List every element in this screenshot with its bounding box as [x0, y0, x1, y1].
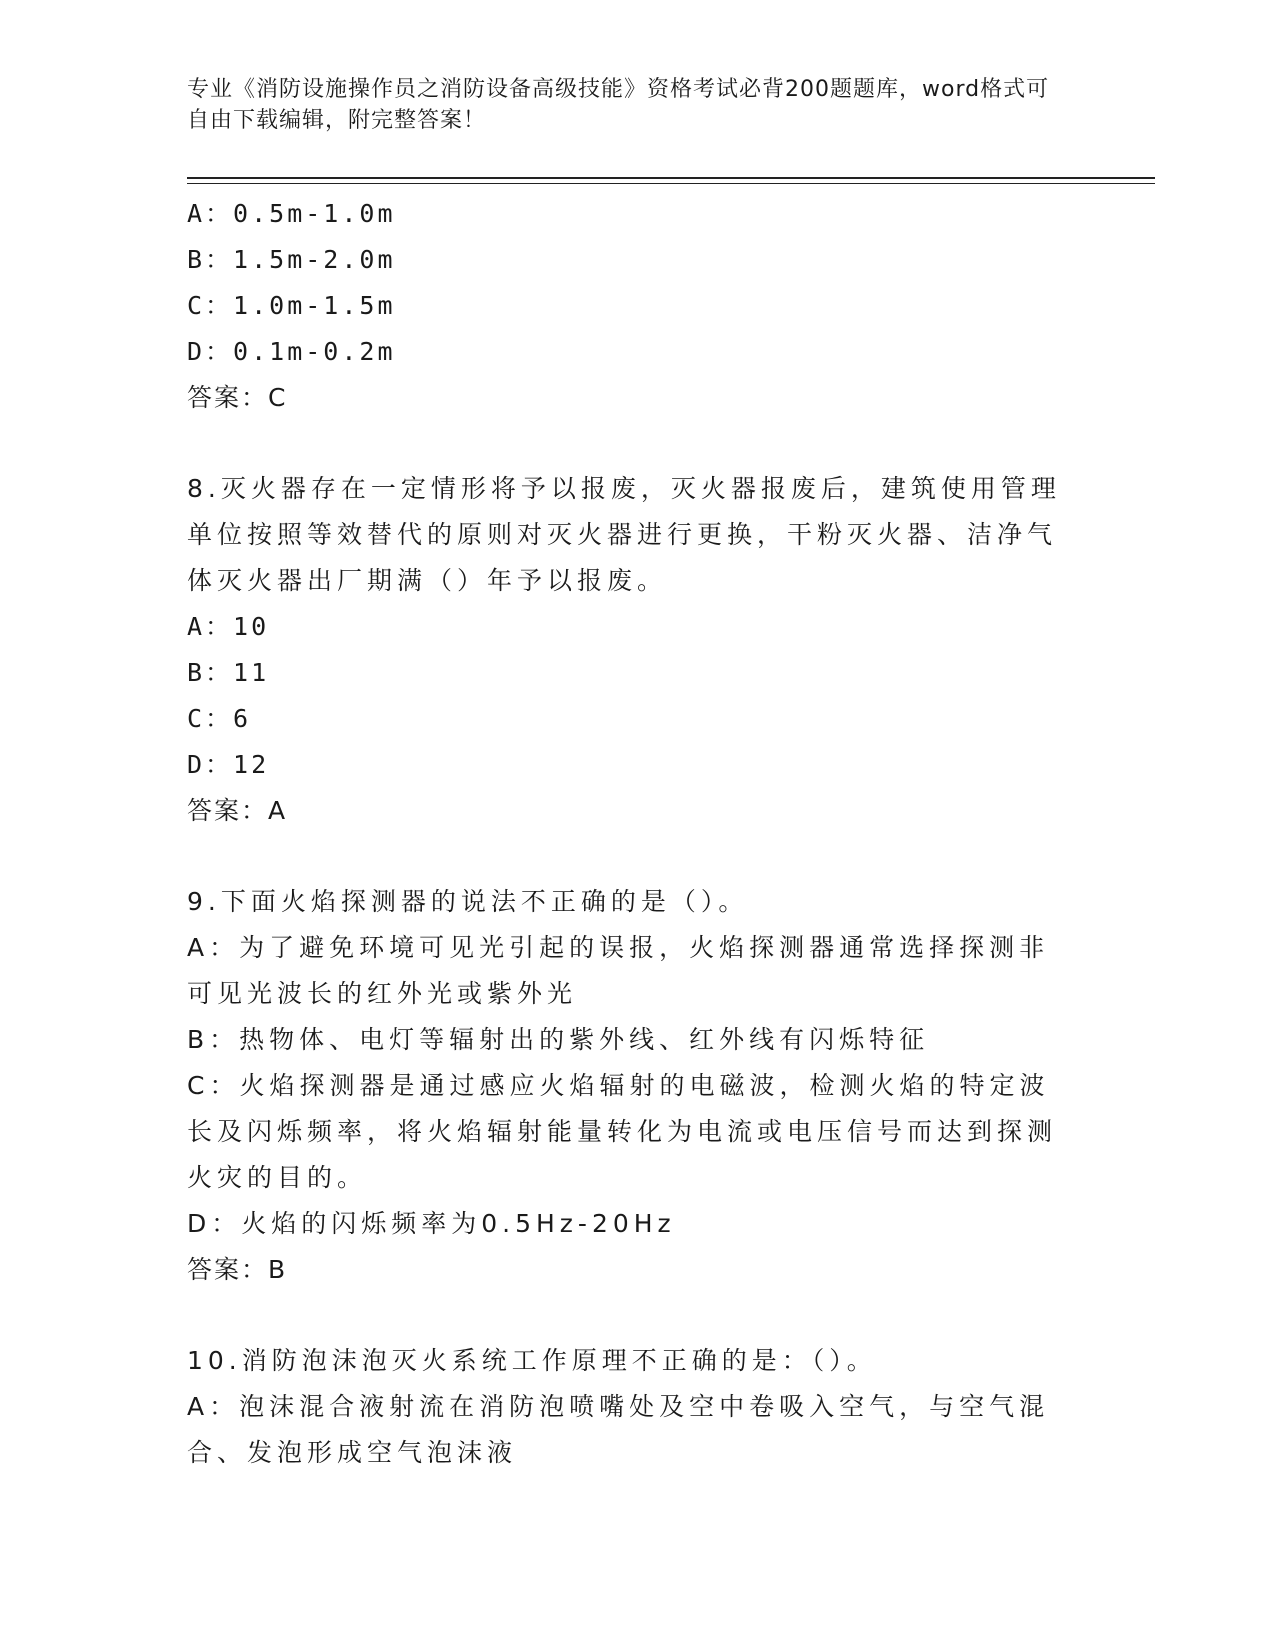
- question-9-text: 9.下面火焰探测器的说法不正确的是（）。: [187, 887, 749, 916]
- option-a: A：10: [187, 612, 270, 641]
- option-a: A：泡沫混合液射流在消防泡喷嘴处及空中卷吸入空气，与空气混合、发泡形成空气泡沫液: [187, 1392, 1050, 1467]
- question-9: [187, 879, 1087, 1293]
- option-c: C：1.0m-1.5m: [187, 291, 396, 320]
- spacer: [187, 834, 1087, 879]
- question-10: [187, 1338, 1087, 1476]
- option-d: D：0.1m-0.2m: [187, 337, 396, 366]
- question-content: [187, 191, 1087, 1476]
- header-divider-thick: [187, 177, 1155, 179]
- question-8: [187, 466, 1087, 834]
- option-b: B：1.5m-2.0m: [187, 245, 396, 274]
- question-10-text: 10.消防泡沫泡灭火系统工作原理不正确的是：（）。: [187, 1346, 877, 1375]
- option-d: D：火焰的闪烁频率为0.5Hz-20Hz: [187, 1209, 676, 1238]
- option-d: D：12: [187, 750, 270, 779]
- option-b: B：热物体、电灯等辐射出的紫外线、红外线有闪烁特征: [187, 1025, 930, 1054]
- spacer: [187, 1293, 1087, 1338]
- question-8-text: 8.灭火器存在一定情形将予以报废，灭火器报废后，建筑使用管理单位按照等效替代的原则对灭火器进行更换，干粉灭火器、洁净气体灭火器出厂期满（）年予以报废。: [187, 474, 1061, 595]
- option-c: C：火焰探测器是通过感应火焰辐射的电磁波，检测火焰的特定波长及闪烁频率，将火焰辐射能量转化为电流或电压信号而达到探测火灾的目的。: [187, 1071, 1058, 1192]
- question-7: [187, 191, 1087, 421]
- option-a: A：为了避免环境可见光引起的误报，火焰探测器通常选择探测非可见光波长的红外光或紫外光: [187, 933, 1050, 1008]
- answer-7: 答案：C: [187, 383, 288, 412]
- answer-9: 答案：B: [187, 1255, 288, 1284]
- spacer: [187, 421, 1087, 466]
- option-b: B：11: [187, 658, 270, 687]
- answer-8: 答案：A: [187, 796, 288, 825]
- option-a: A：0.5m-1.0m: [187, 199, 396, 228]
- header-divider-thin: [187, 183, 1155, 184]
- option-c: C：6: [187, 704, 252, 733]
- document-header: 专业《消防设施操作员之消防设备高级技能》资格考试必背200题题库，word格式可自由下载编辑，附完整答案！: [187, 77, 1050, 133]
